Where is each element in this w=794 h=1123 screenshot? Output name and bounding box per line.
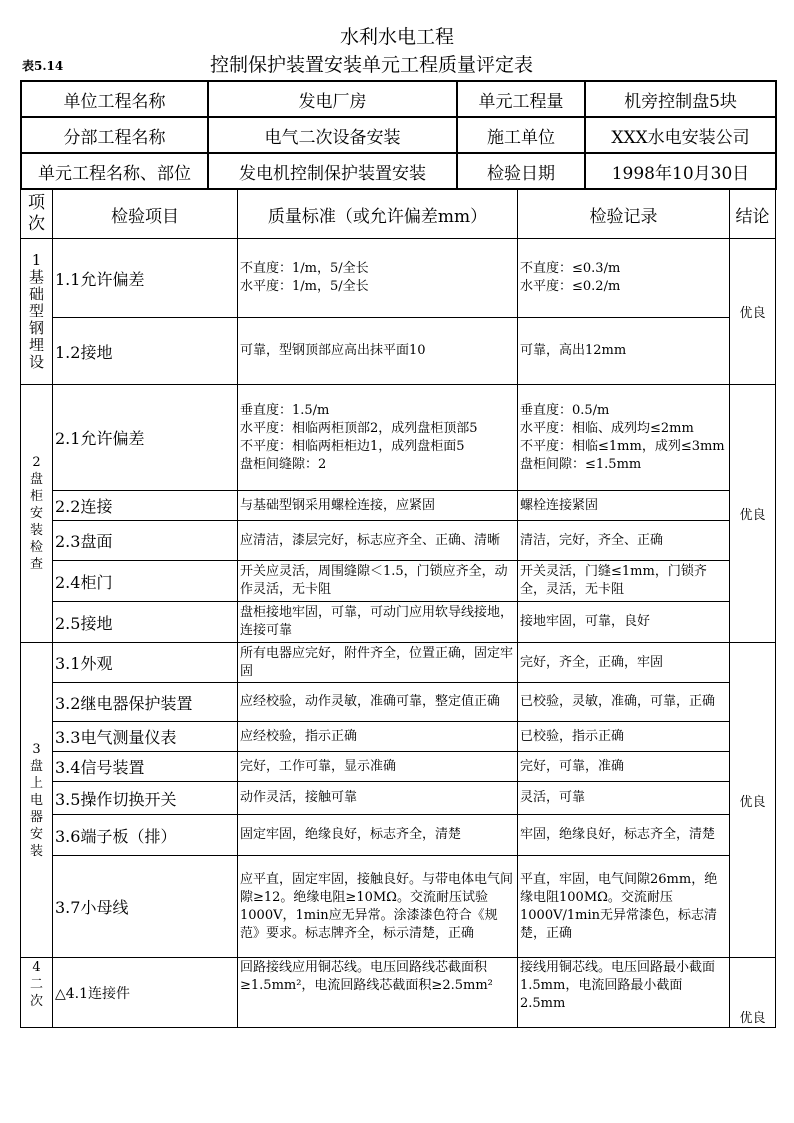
group-1-name: 基础型钢埋设 — [28, 268, 44, 371]
standard-1-2: 可靠，型钢顶部应高出抹平面10 — [238, 318, 518, 385]
record-3-5: 灵活，可靠 — [518, 782, 730, 815]
item-3-2: 3.2继电器保护装置 — [53, 683, 238, 722]
record-2-5: 接地牢固，可靠，良好 — [518, 602, 730, 643]
result-group-4: 优良 — [730, 958, 776, 1028]
col-header-standard: 质量标准（或允许偏差mm） — [238, 190, 518, 239]
record-3-1: 完好，齐全，正确，牢固 — [518, 643, 730, 683]
group-3-name: 盘上电器安装 — [29, 758, 43, 859]
table-number: 表5.14 — [22, 59, 64, 73]
standard-2-3: 应清洁，漆层完好，标志应齐全、正确、清晰 — [238, 521, 518, 561]
standard-3-1: 所有电器应完好，附件齐全，位置正确，固定牢固 — [238, 643, 518, 683]
contractor-label: 施工单位 — [457, 117, 585, 153]
record-2-1: 垂直度：0.5/m 水平度：相临、成列均≤2mm 不平度：相临≤1mm，成列≤3mm 盘柜间隙：≤1.5mm — [518, 385, 730, 491]
contractor-value: XXX水电安装公司 — [585, 117, 776, 153]
division-value: 电气二次设备安装 — [208, 117, 457, 153]
col-header-result: 结论 — [730, 190, 776, 239]
document-title: 水利水电工程 — [339, 26, 454, 48]
item-3-4: 3.4信号装置 — [53, 752, 238, 782]
record-3-6: 牢固，绝缘良好，标志齐全，清楚 — [518, 815, 730, 856]
record-1-1: 不直度：≤0.3/m 水平度：≤0.2/m — [518, 239, 730, 318]
item-2-2: 2.2连接 — [53, 491, 238, 521]
standard-2-1: 垂直度：1.5/m 水平度：相临两柜顶部2，成列盘柜顶部5 不平度：相临两柜柜边1，成列盘柜面5 盘柜间缝隙：2 — [238, 385, 518, 491]
standard-1-1: 不直度：1/m，5/全长 水平度：1/m，5/全长 — [238, 239, 518, 318]
record-2-2: 螺栓连接紧固 — [518, 491, 730, 521]
item-4-1: △4.1连接件 — [53, 958, 238, 1028]
group-2-label — [21, 385, 53, 643]
standard-2-2: 与基础型钢采用螺栓连接，应紧固 — [238, 491, 518, 521]
record-3-7: 平直，牢固，电气间隙26mm，绝缘电阻100MΩ。交流耐压1000V/1min无异常漆色，标志清楚，正确 — [518, 856, 730, 958]
item-2-4: 2.4柜门 — [53, 561, 238, 602]
record-3-3: 已校验，指示正确 — [518, 722, 730, 752]
item-1-2: 1.2接地 — [53, 318, 238, 385]
record-3-2: 已校验，灵敏，准确，可靠，正确 — [518, 683, 730, 722]
date-label: 检验日期 — [457, 153, 585, 189]
item-2-3: 2.3盘面 — [53, 521, 238, 561]
item-3-5: 3.5操作切换开关 — [53, 782, 238, 815]
inspection-table — [20, 189, 776, 1028]
col-header-item: 检验项目 — [53, 190, 238, 239]
result-group-1: 优良 — [730, 239, 776, 385]
standard-2-4: 开关应灵活，周围缝隙＜1.5，门锁应齐全，动作灵活，无卡阻 — [238, 561, 518, 602]
standard-2-5: 盘柜接地牢固，可靠，可动门应用软导线接地，连接可靠 — [238, 602, 518, 643]
group-3-label — [21, 643, 53, 958]
unit-quantity-value: 机旁控制盘5块 — [585, 81, 776, 117]
record-4-1: 接线用铜芯线。电压回路最小截面1.5mm，电流回路最小截面2.5mm — [518, 958, 730, 1028]
record-2-3: 清洁，完好，齐全、正确 — [518, 521, 730, 561]
col-header-no: 项次 — [21, 190, 53, 239]
standard-3-3: 应经校验，指示正确 — [238, 722, 518, 752]
group-3-no: 3 — [32, 741, 41, 757]
division-label: 分部工程名称 — [21, 117, 208, 153]
unit-project-value: 发电厂房 — [208, 81, 457, 117]
info-table — [20, 80, 777, 190]
document-subtitle: 控制保护装置安装单元工程质量评定表 — [210, 54, 534, 76]
group-4-name: 二次 — [29, 977, 43, 1009]
group-2-no: 2 — [32, 455, 41, 470]
standard-3-4: 完好，工作可靠，显示准确 — [238, 752, 518, 782]
group-4-label — [21, 958, 53, 1028]
item-3-1: 3.1外观 — [53, 643, 238, 683]
group-1-label — [21, 239, 53, 385]
standard-3-6: 固定牢固，绝缘良好，标志齐全，清楚 — [238, 815, 518, 856]
item-3-6: 3.6端子板（排） — [53, 815, 238, 856]
record-1-2: 可靠，高出12mm — [518, 318, 730, 385]
standard-4-1: 回路接线应用铜芯线。电压回路线芯截面积≥1.5mm²，电流回路线芯截面积≥2.5mm² — [238, 958, 518, 1028]
group-1-no: 1 — [31, 251, 42, 269]
item-1-1: 1.1允许偏差 — [53, 239, 238, 318]
record-2-4: 开关灵活，门缝≤1mm，门锁齐全，灵活，无卡阻 — [518, 561, 730, 602]
result-group-3: 优良 — [730, 643, 776, 958]
record-3-4: 完好，可靠，准确 — [518, 752, 730, 782]
standard-3-2: 应经校验，动作灵敏，准确可靠，整定值正确 — [238, 683, 518, 722]
unit-quantity-label: 单元工程量 — [457, 81, 585, 117]
item-3-7: 3.7小母线 — [53, 856, 238, 958]
date-value: 1998年10月30日 — [585, 153, 776, 189]
standard-3-7: 应平直，固定牢固，接触良好。与带电体电气间隙≥12。绝缘电阻≥10MΩ。交流耐压试验1000V，1min应无异常。涂漆漆色符合《规范》要求。标志牌齐全，标示清楚，正确 — [238, 856, 518, 958]
element-value: 发电机控制保护装置安装 — [208, 153, 457, 189]
standard-3-5: 动作灵活，接触可靠 — [238, 782, 518, 815]
item-2-5: 2.5接地 — [53, 602, 238, 643]
item-2-1: 2.1允许偏差 — [53, 385, 238, 491]
col-header-record: 检验记录 — [518, 190, 730, 239]
result-group-2: 优良 — [730, 385, 776, 643]
group-4-no: 4 — [32, 960, 41, 975]
item-3-3: 3.3电气测量仪表 — [53, 722, 238, 752]
element-label: 单元工程名称、部位 — [21, 153, 208, 189]
group-2-name: 盘柜安装检查 — [29, 472, 43, 572]
unit-project-label: 单位工程名称 — [21, 81, 208, 117]
